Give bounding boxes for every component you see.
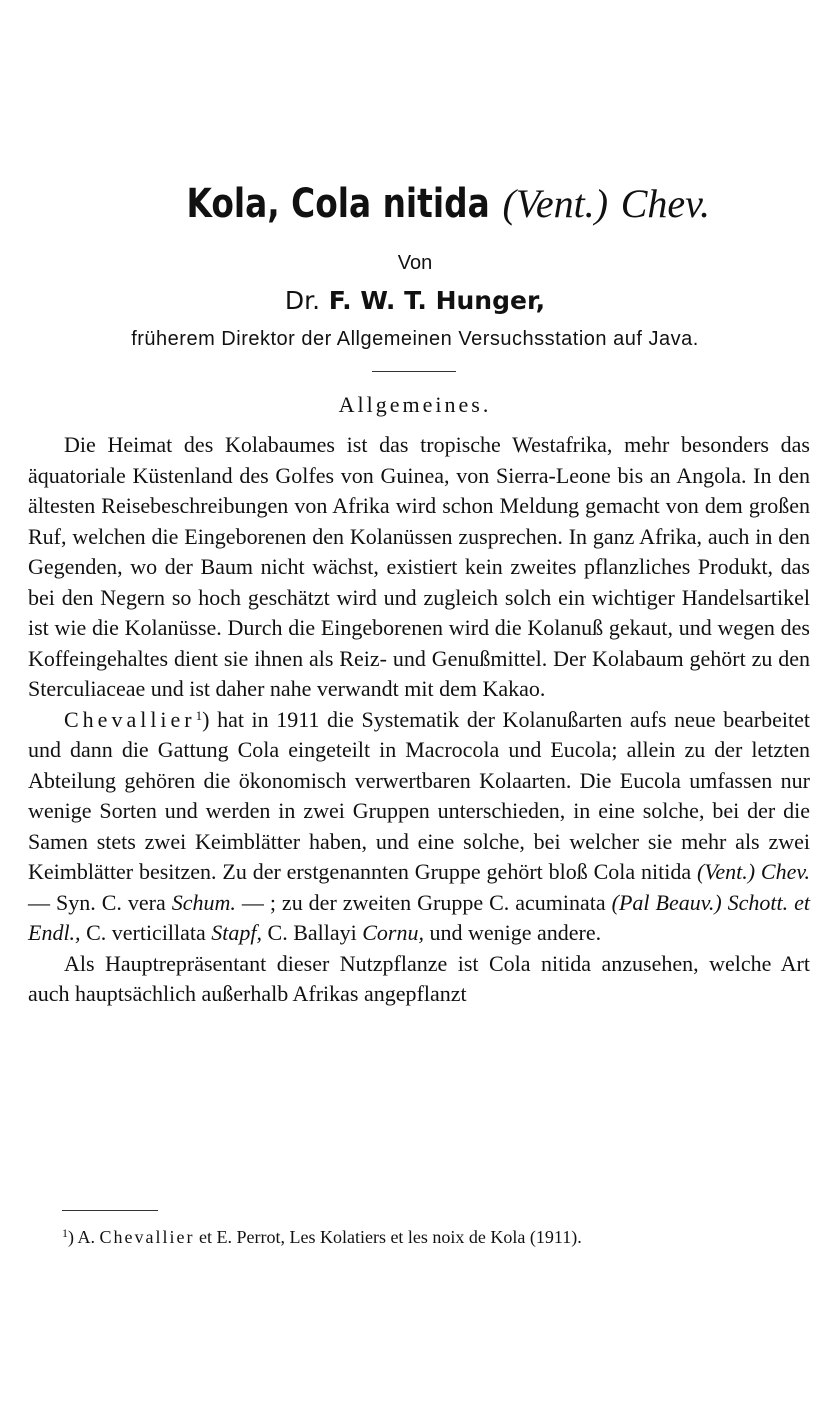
footnote-reference: 1 [195, 707, 203, 723]
footnote-text: et E. Perrot, Les Kolatiers et les noix de Kola (1911). [199, 1227, 582, 1247]
paragraph-3-text: Als Hauptrepräsentant dieser Nutzpflanze ist Cola nitida anzusehen, welche Art auch hauptsächlich außerhalb Afrikas angepflanzt [28, 950, 810, 1006]
paragraph-1-text: Die Heimat des Kolabaumes ist das tropische Westafrika, mehr besonders das äquatoriale Küstenland des Golfes von Guinea, von Sierra-Leone bis an Angola. In den ältesten Reisebeschreibungen von Afrika wird schon Meldung gemacht von dem großen Ruf, welchen die Eingeborenen den Kolanüssen zusprechen. In ganz Afrika, auch in den Gegenden, wo der Baum nicht wächst, existiert kein zweites pflanzliches Produkt, das bei den Negern so hoch geschätzt wird und zugleich solch ein wichtiger Handelsartikel ist wie die Kolanüsse. Durch die Eingeborenen wird die Kolanuß gekaut, und wegen des Koffeingehaltes dient sie ihnen als Reiz- und Genußmittel. Der Kolabaum gehört zu den Sterculiaceae und ist daher nahe verwandt mit dem Kakao. [28, 432, 810, 701]
paragraph-1 [28, 430, 810, 705]
author-name: F. W. T. Hunger, [328, 286, 546, 315]
paragraph-2-italic-4: Stapf, [211, 920, 263, 945]
footnote-divider [62, 1210, 158, 1211]
title-authority-open: ( [502, 181, 516, 226]
article-title [0, 176, 830, 232]
paragraph-2-text-d: C. verticillata [86, 920, 206, 945]
paragraph-2-text-b: — Syn. C. vera [28, 889, 166, 915]
paragraph-2-text-a: ) hat in 1911 die Systematik der Kolanußarten aufs neue bearbeitet und dann die Gattung Cola eingeteilt in Macrocola und Eucola; allein zu der letzten Abteilung gehören die ökonomisch verwertbaren Kolaarten. Die Eucola umfassen nur wenige Sorten und werden in zwei Gruppen unterschieden, in eine solche, bei der die Samen stets zwei Keimblätter haben, und eine solche, bei welcher sie mehr als zwei Keimblätter besitzen. Zu der erstgenannten Gruppe gehört bloß Cola nitida [28, 706, 810, 884]
cited-author-name: Chevallier [64, 706, 196, 732]
paragraph-3 [28, 949, 810, 1010]
author-affiliation: früherem Direktor der Allgemeinen Versuchsstation auf Java. [131, 328, 699, 350]
section-heading: Allgemeines. [338, 392, 492, 417]
footnote [62, 1226, 812, 1248]
paragraph-2-italic-3: (Pal Beauv.) Schott. et Endl., [28, 889, 810, 945]
title-divider [372, 371, 456, 372]
title-authority-1: Vent. [515, 181, 595, 226]
footnote-author: Chevallier [99, 1227, 195, 1247]
paragraph-2-italic-2: Schum. [171, 889, 236, 915]
body-text [28, 430, 810, 1010]
footnote-paren: ) [68, 1227, 74, 1247]
paragraph-2-text-e: C. Ballayi [267, 920, 357, 945]
title-authority-2: Chev. [620, 181, 710, 226]
paragraph-2 [28, 705, 810, 949]
paragraph-2-text-c: — ; zu der zweiten Gruppe C. acuminata [241, 889, 606, 915]
paragraph-2-italic-1: (Vent.) Chev. [697, 859, 811, 884]
footnote-mark: 1 [62, 1226, 68, 1240]
paragraph-2-italic-5: Cornu, [362, 920, 424, 945]
title-main: Kola, Cola nitida [186, 181, 490, 227]
byline-von: Von [397, 252, 433, 274]
author-line [0, 286, 830, 315]
title-authority-close: ) [594, 181, 609, 226]
footnote-initial: A. [77, 1227, 96, 1247]
author-prefix: Dr. [284, 286, 321, 315]
paragraph-2-text-f: und wenige andere. [429, 920, 602, 945]
